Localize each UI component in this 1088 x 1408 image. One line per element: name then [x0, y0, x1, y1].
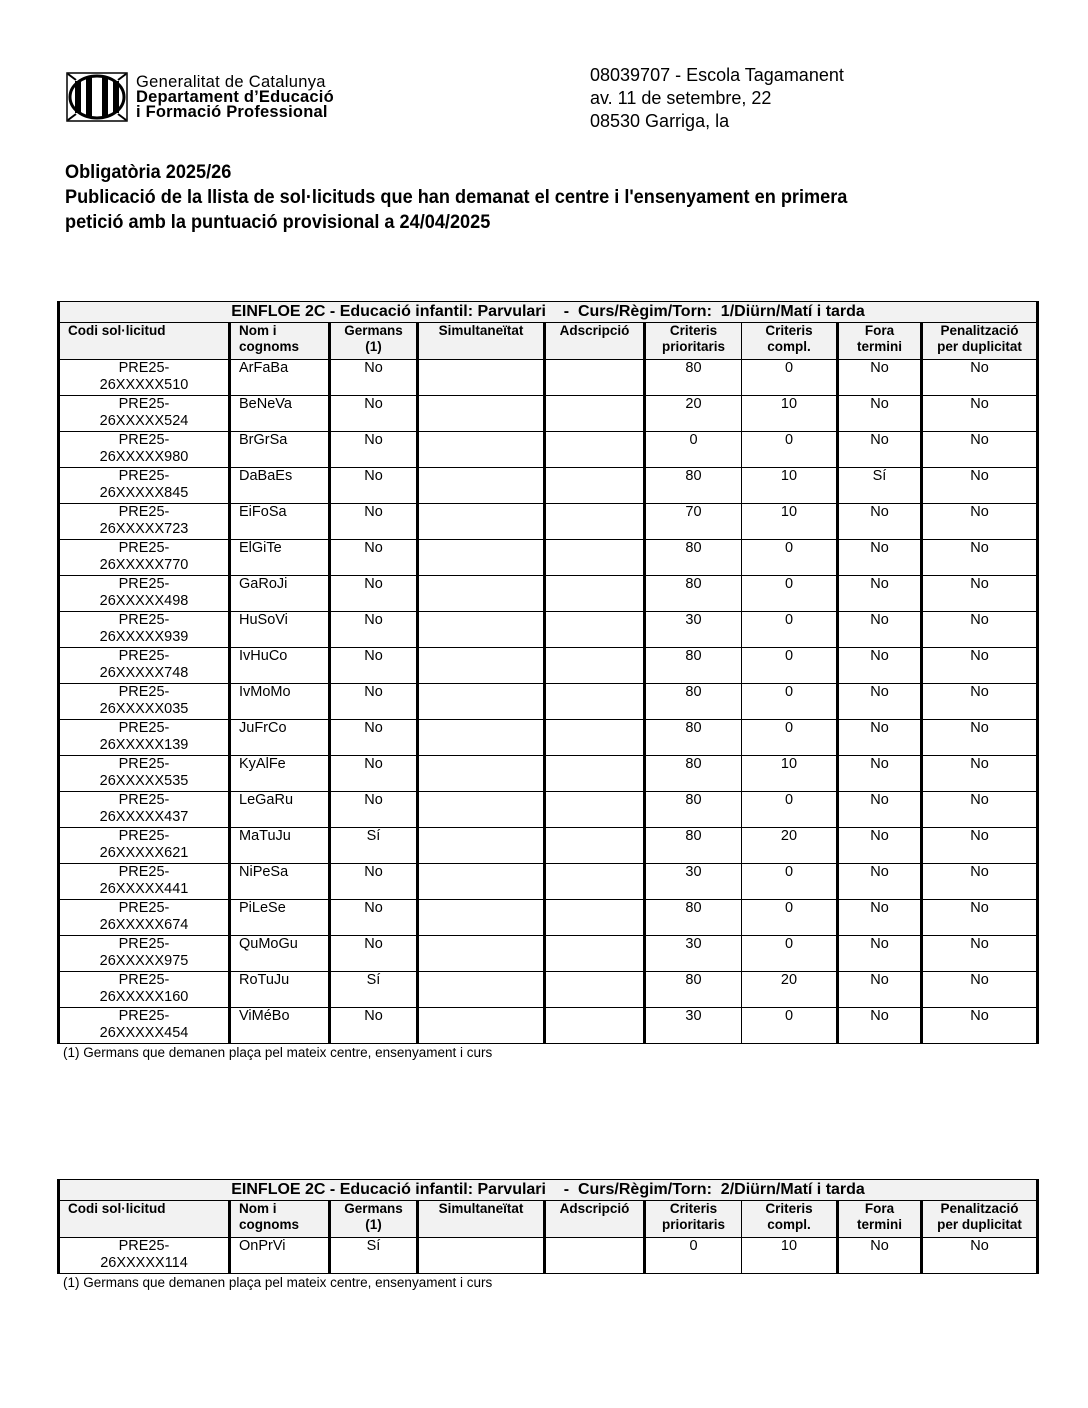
col-compl-cell: 0	[742, 576, 838, 612]
col-compl-cell: 0	[742, 900, 838, 936]
col-fora-cell: No	[838, 396, 922, 432]
col-codi-cell: PRE25- 26XXXXX975	[59, 936, 230, 972]
col-adscripcio-cell	[545, 1008, 645, 1044]
col-adscripcio-cell	[545, 756, 645, 792]
col-adscripcio-cell	[545, 612, 645, 648]
document-heading	[65, 160, 958, 235]
col-penalitzacio-cell: No	[922, 936, 1038, 972]
col-compl-cell: 0	[742, 720, 838, 756]
col-simultaneitat-cell	[418, 396, 545, 432]
col-simultaneitat-cell	[418, 792, 545, 828]
col-prioritaris-cell: 0	[645, 1238, 742, 1274]
col-fora-cell: No	[838, 900, 922, 936]
footnote: (1) Germans que demanen plaça pel mateix centre, ensenyament i curs	[63, 1045, 493, 1060]
col-compl-cell: 20	[742, 972, 838, 1008]
col-codi-cell: PRE25- 26XXXXX723	[59, 504, 230, 540]
col-prioritaris-cell: 80	[645, 576, 742, 612]
col-fora-cell: Sí	[838, 468, 922, 504]
col-compl-header: Criteris compl.	[742, 1201, 838, 1238]
col-penalitzacio-cell: No	[922, 756, 1038, 792]
col-prioritaris-cell: 80	[645, 540, 742, 576]
col-penalitzacio-cell: No	[922, 1008, 1038, 1044]
col-compl-cell: 10	[742, 468, 838, 504]
col-penalitzacio-cell: No	[922, 540, 1038, 576]
col-fora-cell: No	[838, 1008, 922, 1044]
col-penalitzacio-cell: No	[922, 864, 1038, 900]
col-simultaneitat-cell	[418, 1008, 545, 1044]
school-name: 08039707 - Escola Tagamanent	[590, 65, 844, 85]
col-prioritaris-cell: 30	[645, 864, 742, 900]
heading-title-line-2: petició amb la puntuació provisional a 24/04/2025	[65, 211, 491, 233]
col-compl-cell: 0	[742, 792, 838, 828]
col-codi-cell: PRE25- 26XXXXX524	[59, 396, 230, 432]
table-row	[59, 648, 1038, 684]
col-germans-cell: Sí	[330, 1238, 418, 1274]
col-germans-cell: No	[330, 864, 418, 900]
col-codi-cell: PRE25- 26XXXXX139	[59, 720, 230, 756]
col-penalitzacio-cell: No	[922, 684, 1038, 720]
col-germans-cell: No	[330, 612, 418, 648]
col-adscripcio-cell	[545, 648, 645, 684]
col-adscripcio-header: Adscripció	[545, 1201, 645, 1238]
col-compl-cell: 0	[742, 648, 838, 684]
col-prioritaris-cell: 30	[645, 936, 742, 972]
col-germans-cell: Sí	[330, 972, 418, 1008]
applications-table-2	[57, 1179, 1036, 1290]
col-prioritaris-cell: 80	[645, 792, 742, 828]
col-codi-cell: PRE25- 26XXXXX510	[59, 360, 230, 396]
col-compl-cell: 0	[742, 684, 838, 720]
col-simultaneitat-cell	[418, 828, 545, 864]
col-germans-cell: No	[330, 396, 418, 432]
col-nom-header: Nom i cognoms	[230, 1201, 330, 1238]
col-adscripcio-cell	[545, 432, 645, 468]
logo-line-3: i Formació Professional	[136, 102, 328, 121]
table-row	[59, 900, 1038, 936]
table-row	[59, 1238, 1038, 1274]
col-prioritaris-cell: 80	[645, 900, 742, 936]
col-adscripcio-cell	[545, 684, 645, 720]
col-fora-cell: No	[838, 972, 922, 1008]
col-nom-cell: IvHuCo	[230, 648, 330, 684]
col-fora-cell: No	[838, 864, 922, 900]
col-nom-header: Nom i cognoms	[230, 323, 330, 360]
col-simultaneitat-cell	[418, 648, 545, 684]
col-penalitzacio-cell: No	[922, 972, 1038, 1008]
col-nom-cell: HuSoVi	[230, 612, 330, 648]
table-row	[59, 540, 1038, 576]
col-prioritaris-header: Criteris prioritaris	[645, 323, 742, 360]
col-adscripcio-cell	[545, 900, 645, 936]
col-simultaneitat-cell	[418, 360, 545, 396]
col-adscripcio-cell	[545, 540, 645, 576]
col-simultaneitat-cell	[418, 540, 545, 576]
logo-line-2: Departament d’Educació	[136, 87, 334, 106]
col-compl-cell: 10	[742, 396, 838, 432]
col-codi-cell: PRE25- 26XXXXX621	[59, 828, 230, 864]
col-germans-cell: No	[330, 648, 418, 684]
col-simultaneitat-cell	[418, 756, 545, 792]
col-penalitzacio-cell: No	[922, 468, 1038, 504]
col-germans-cell: No	[330, 360, 418, 396]
col-germans-cell: No	[330, 900, 418, 936]
col-simultaneitat-cell	[418, 936, 545, 972]
col-penalitzacio-cell: No	[922, 396, 1038, 432]
table-title: EINFLOE 2C - Educació infantil: Parvulari - Curs/Règim/Torn: 2/Diürn/Matí i tarda	[59, 1180, 1038, 1201]
col-penalitzacio-cell: No	[922, 792, 1038, 828]
col-nom-cell: KyAlFe	[230, 756, 330, 792]
col-germans-cell: No	[330, 504, 418, 540]
col-prioritaris-cell: 0	[645, 432, 742, 468]
col-fora-cell: No	[838, 648, 922, 684]
school-street: av. 11 de setembre, 22	[590, 88, 772, 108]
col-codi-cell: PRE25- 26XXXXX035	[59, 684, 230, 720]
col-nom-cell: GaRoJi	[230, 576, 330, 612]
generalitat-emblem-icon	[66, 72, 128, 122]
col-codi-cell: PRE25- 26XXXXX437	[59, 792, 230, 828]
table-title: EINFLOE 2C - Educació infantil: Parvulari - Curs/Règim/Torn: 1/Diürn/Matí i tarda	[59, 302, 1038, 323]
col-fora-cell: No	[838, 828, 922, 864]
col-fora-header: Fora termini	[838, 1201, 922, 1238]
col-prioritaris-cell: 80	[645, 756, 742, 792]
col-germans-cell: Sí	[330, 828, 418, 864]
col-nom-cell: ElGiTe	[230, 540, 330, 576]
col-nom-cell: JuFrCo	[230, 720, 330, 756]
col-codi-cell: PRE25- 26XXXXX674	[59, 900, 230, 936]
col-penalitzacio-cell: No	[922, 648, 1038, 684]
col-compl-cell: 0	[742, 540, 838, 576]
heading-title-line-1: Publicació de la llista de sol·licituds que han demanat el centre i l'ensenyament en primera	[65, 186, 848, 208]
table-row	[59, 828, 1038, 864]
col-germans-cell: No	[330, 720, 418, 756]
col-adscripcio-cell	[545, 1238, 645, 1274]
col-fora-cell: No	[838, 612, 922, 648]
col-adscripcio-cell	[545, 504, 645, 540]
col-fora-cell: No	[838, 576, 922, 612]
col-germans-cell: No	[330, 756, 418, 792]
col-codi-cell: PRE25- 26XXXXX114	[59, 1238, 230, 1274]
col-prioritaris-cell: 80	[645, 360, 742, 396]
col-codi-cell: PRE25- 26XXXXX748	[59, 648, 230, 684]
col-compl-cell: 10	[742, 504, 838, 540]
col-simultaneitat-header: Simultaneïtat	[418, 1201, 545, 1238]
table-row	[59, 756, 1038, 792]
logo-line-1: Generalitat de Catalunya	[136, 72, 326, 91]
col-simultaneitat-cell	[418, 684, 545, 720]
col-simultaneitat-cell	[418, 612, 545, 648]
col-adscripcio-cell	[545, 576, 645, 612]
col-fora-cell: No	[838, 684, 922, 720]
col-nom-cell: RoTuJu	[230, 972, 330, 1008]
col-adscripcio-header: Adscripció	[545, 323, 645, 360]
col-codi-cell: PRE25- 26XXXXX535	[59, 756, 230, 792]
col-fora-cell: No	[838, 792, 922, 828]
col-prioritaris-cell: 70	[645, 504, 742, 540]
col-codi-cell: PRE25- 26XXXXX441	[59, 864, 230, 900]
table-row	[59, 468, 1038, 504]
col-adscripcio-cell	[545, 468, 645, 504]
col-adscripcio-cell	[545, 828, 645, 864]
col-fora-cell: No	[838, 432, 922, 468]
col-fora-cell: No	[838, 756, 922, 792]
col-codi-cell: PRE25- 26XXXXX160	[59, 972, 230, 1008]
col-nom-cell: BrGrSa	[230, 432, 330, 468]
col-compl-cell: 10	[742, 1238, 838, 1274]
col-codi-cell: PRE25- 26XXXXX939	[59, 612, 230, 648]
col-germans-cell: No	[330, 1008, 418, 1044]
col-fora-cell: No	[838, 936, 922, 972]
col-germans-cell: No	[330, 540, 418, 576]
col-germans-header: Germans (1)	[330, 1201, 418, 1238]
col-fora-cell: No	[838, 540, 922, 576]
col-simultaneitat-cell	[418, 468, 545, 504]
col-germans-cell: No	[330, 792, 418, 828]
table-row	[59, 612, 1038, 648]
table-row	[59, 504, 1038, 540]
col-germans-cell: No	[330, 576, 418, 612]
col-compl-cell: 0	[742, 1008, 838, 1044]
col-prioritaris-cell: 80	[645, 828, 742, 864]
col-penalitzacio-cell: No	[922, 576, 1038, 612]
col-adscripcio-cell	[545, 936, 645, 972]
table-row	[59, 360, 1038, 396]
col-simultaneitat-cell	[418, 864, 545, 900]
col-penalitzacio-header: Penalització per duplicitat	[922, 1201, 1038, 1238]
col-prioritaris-cell: 30	[645, 612, 742, 648]
footnote: (1) Germans que demanen plaça pel mateix centre, ensenyament i curs	[63, 1275, 493, 1290]
col-compl-cell: 0	[742, 612, 838, 648]
col-prioritaris-cell: 80	[645, 468, 742, 504]
col-codi-cell: PRE25- 26XXXXX454	[59, 1008, 230, 1044]
table-row	[59, 576, 1038, 612]
col-simultaneitat-cell	[418, 720, 545, 756]
col-fora-cell: No	[838, 360, 922, 396]
col-compl-cell: 0	[742, 360, 838, 396]
col-nom-cell: OnPrVi	[230, 1238, 330, 1274]
col-nom-cell: ViMéBo	[230, 1008, 330, 1044]
table-row	[59, 432, 1038, 468]
school-city: 08530 Garriga, la	[590, 111, 730, 131]
col-simultaneitat-cell	[418, 576, 545, 612]
col-penalitzacio-cell: No	[922, 432, 1038, 468]
col-penalitzacio-cell: No	[922, 504, 1038, 540]
col-nom-cell: MaTuJu	[230, 828, 330, 864]
col-prioritaris-cell: 20	[645, 396, 742, 432]
col-simultaneitat-header: Simultaneïtat	[418, 323, 545, 360]
col-penalitzacio-cell: No	[922, 900, 1038, 936]
col-codi-cell: PRE25- 26XXXXX980	[59, 432, 230, 468]
col-adscripcio-cell	[545, 972, 645, 1008]
col-codi-header: Codi sol·licitud	[59, 1201, 230, 1238]
col-adscripcio-cell	[545, 396, 645, 432]
col-adscripcio-cell	[545, 720, 645, 756]
table-row	[59, 1008, 1038, 1044]
table-row	[59, 972, 1038, 1008]
col-adscripcio-cell	[545, 360, 645, 396]
col-fora-cell: No	[838, 1238, 922, 1274]
col-penalitzacio-cell: No	[922, 1238, 1038, 1274]
col-penalitzacio-cell: No	[922, 612, 1038, 648]
col-adscripcio-cell	[545, 864, 645, 900]
col-prioritaris-cell: 80	[645, 648, 742, 684]
col-nom-cell: NiPeSa	[230, 864, 330, 900]
col-nom-cell: DaBaEs	[230, 468, 330, 504]
col-penalitzacio-cell: No	[922, 360, 1038, 396]
table-row	[59, 720, 1038, 756]
table-row	[59, 864, 1038, 900]
col-germans-cell: No	[330, 432, 418, 468]
col-compl-cell: 0	[742, 864, 838, 900]
col-compl-cell: 20	[742, 828, 838, 864]
col-adscripcio-cell	[545, 792, 645, 828]
col-fora-cell: No	[838, 720, 922, 756]
col-nom-cell: PiLeSe	[230, 900, 330, 936]
col-simultaneitat-cell	[418, 972, 545, 1008]
col-prioritaris-header: Criteris prioritaris	[645, 1201, 742, 1238]
col-compl-cell: 0	[742, 432, 838, 468]
col-prioritaris-cell: 80	[645, 972, 742, 1008]
col-nom-cell: EiFoSa	[230, 504, 330, 540]
col-codi-cell: PRE25- 26XXXXX845	[59, 468, 230, 504]
applications-table-1	[57, 301, 1036, 1060]
col-germans-cell: No	[330, 684, 418, 720]
col-codi-cell: PRE25- 26XXXXX770	[59, 540, 230, 576]
col-compl-cell: 10	[742, 756, 838, 792]
col-germans-cell: No	[330, 468, 418, 504]
col-penalitzacio-cell: No	[922, 828, 1038, 864]
col-penalitzacio-header: Penalització per duplicitat	[922, 323, 1038, 360]
col-simultaneitat-cell	[418, 504, 545, 540]
col-nom-cell: ArFaBa	[230, 360, 330, 396]
col-simultaneitat-cell	[418, 432, 545, 468]
col-simultaneitat-cell	[418, 900, 545, 936]
school-address	[590, 64, 844, 133]
col-penalitzacio-cell: No	[922, 720, 1038, 756]
col-prioritaris-cell: 30	[645, 1008, 742, 1044]
col-germans-cell: No	[330, 936, 418, 972]
heading-year: Obligatòria 2025/26	[65, 161, 232, 183]
generalitat-logo	[66, 72, 334, 122]
col-codi-header: Codi sol·licitud	[59, 323, 230, 360]
table-row	[59, 936, 1038, 972]
col-compl-header: Criteris compl.	[742, 323, 838, 360]
col-prioritaris-cell: 80	[645, 684, 742, 720]
col-codi-cell: PRE25- 26XXXXX498	[59, 576, 230, 612]
col-prioritaris-cell: 80	[645, 720, 742, 756]
table-row	[59, 792, 1038, 828]
col-nom-cell: QuMoGu	[230, 936, 330, 972]
col-fora-cell: No	[838, 504, 922, 540]
col-compl-cell: 0	[742, 936, 838, 972]
col-nom-cell: BeNeVa	[230, 396, 330, 432]
col-nom-cell: IvMoMo	[230, 684, 330, 720]
col-simultaneitat-cell	[418, 1238, 545, 1274]
col-nom-cell: LeGaRu	[230, 792, 330, 828]
table-row	[59, 684, 1038, 720]
col-fora-header: Fora termini	[838, 323, 922, 360]
col-germans-header: Germans (1)	[330, 323, 418, 360]
table-row	[59, 396, 1038, 432]
